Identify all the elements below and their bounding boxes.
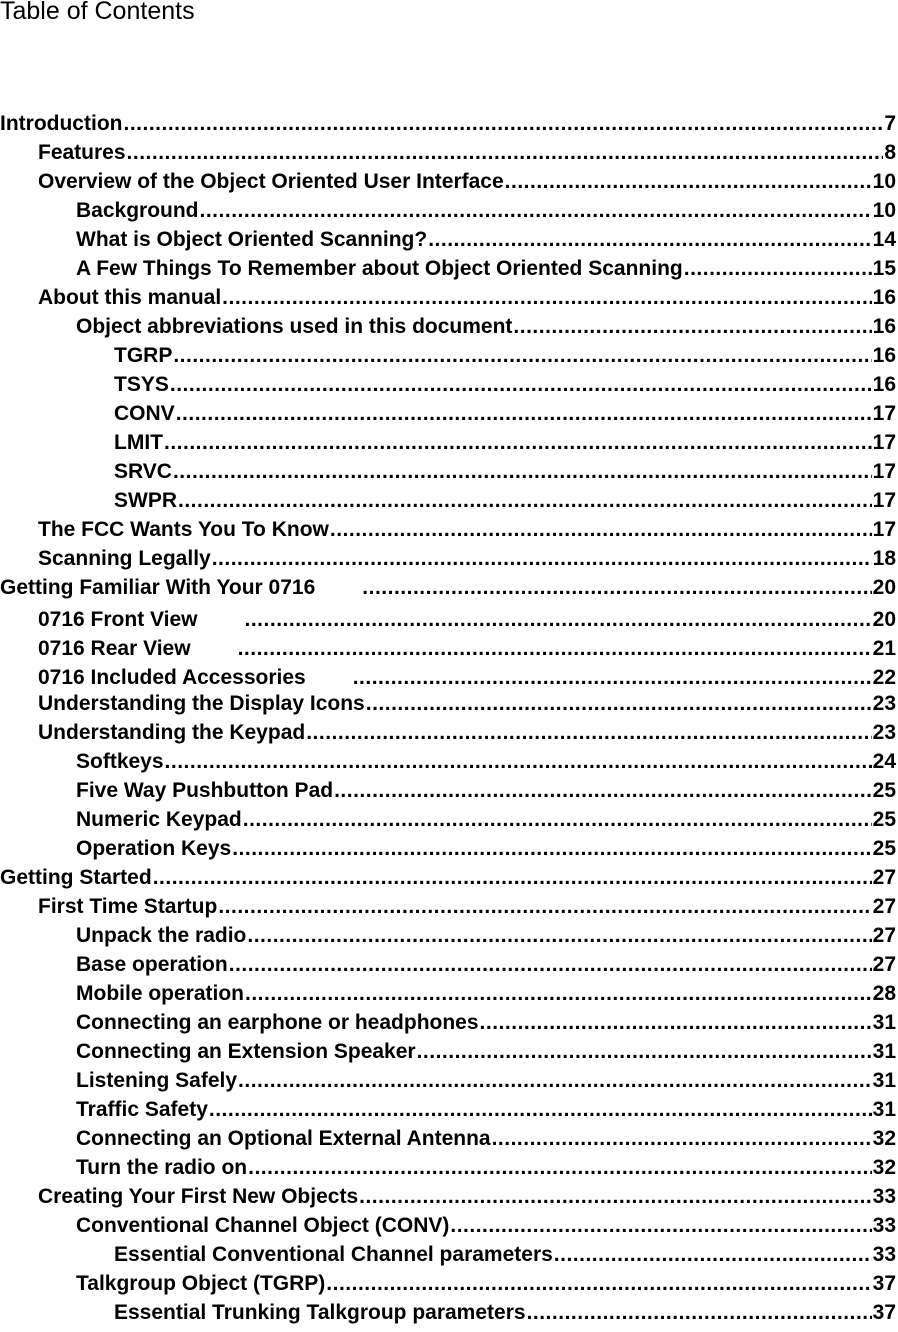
toc-entry-label: Talkgroup Object (TGRP) — [76, 1272, 326, 1295]
toc-entry-page-number: 24 — [872, 750, 896, 773]
toc-entry-label: Unpack the radio — [76, 924, 247, 947]
toc-entry[interactable] — [76, 831, 896, 861]
toc-entry[interactable] — [76, 1005, 896, 1035]
dot-leader — [153, 866, 872, 890]
toc-entry-page-number: 17 — [872, 402, 896, 425]
toc-entry-label: A Few Things To Remember about Object Oriented Scanning — [76, 257, 683, 280]
toc-entry-page-number: 25 — [872, 779, 896, 802]
toc-entry-label: 0716 Rear View — [38, 637, 191, 660]
toc-entry-label: Getting Familiar With Your 0716 — [0, 576, 316, 599]
dot-leader — [245, 982, 872, 1006]
toc-entry-label: Overview of the Object Oriented User Interface — [38, 170, 504, 193]
toc-entry[interactable] — [76, 1121, 896, 1151]
toc-entry[interactable] — [38, 164, 896, 194]
toc-entry-label: First Time Startup — [38, 895, 218, 918]
toc-entry-page-number: 27 — [872, 924, 896, 947]
dot-leader — [492, 1127, 872, 1151]
toc-entry-page-number: 20 — [872, 576, 896, 599]
dot-leader — [248, 1156, 872, 1180]
toc-entry-page-number: 33 — [872, 1214, 896, 1237]
toc-entry-page-number: 28 — [872, 982, 896, 1005]
toc-entry[interactable] — [76, 1266, 896, 1296]
toc-entry[interactable] — [76, 1034, 896, 1064]
dot-leader — [176, 402, 872, 426]
toc-entry-page-number: 16 — [872, 286, 896, 309]
dot-leader — [480, 1011, 872, 1035]
toc-entry-label: TSYS — [114, 373, 169, 396]
toc-entry[interactable] — [76, 251, 896, 281]
toc-entry-page-number: 8 — [884, 141, 896, 164]
toc-entry-label: Five Way Pushbutton Pad — [76, 779, 334, 802]
dot-leader — [232, 837, 871, 861]
dot-leader — [554, 1243, 872, 1267]
toc-entry[interactable] — [114, 396, 896, 426]
toc-entry[interactable] — [38, 889, 896, 919]
toc-entry-label: Traffic Safety — [76, 1098, 208, 1121]
toc-entry[interactable] — [38, 512, 896, 542]
dot-leader — [164, 431, 872, 455]
toc-entry-label: Understanding the Display Icons — [38, 692, 365, 715]
toc-entry-label: SWPR — [114, 489, 177, 512]
dot-leader — [178, 489, 872, 513]
dot-leader — [359, 1185, 872, 1209]
toc-entry-page-number: 22 — [872, 666, 896, 689]
dot-leader — [366, 692, 872, 716]
toc-entry-page-number: 17 — [872, 460, 896, 483]
toc-entry[interactable] — [38, 1179, 896, 1209]
toc-entry-page-number: 31 — [872, 1040, 896, 1063]
toc-entry[interactable] — [0, 106, 896, 136]
toc-entry[interactable] — [76, 309, 896, 339]
toc-entry-page-number: 37 — [872, 1272, 896, 1295]
dot-leader — [209, 1098, 872, 1122]
toc-entry-page-number: 27 — [872, 866, 896, 889]
toc-entry-label: Scanning Legally — [38, 547, 211, 570]
toc-entry[interactable] — [114, 1237, 896, 1267]
dot-leader — [450, 1214, 871, 1238]
toc-entry-page-number: 25 — [872, 837, 896, 860]
toc-entry-label: Conventional Channel Object (CONV) — [76, 1214, 450, 1237]
dot-leader — [684, 257, 872, 281]
toc-entry-page-number: 15 — [872, 257, 896, 280]
toc-entry[interactable] — [38, 280, 896, 310]
toc-entry-label: Mobile operation — [76, 982, 244, 1005]
toc-entry[interactable] — [0, 570, 896, 600]
dot-leader — [123, 112, 883, 136]
dot-leader — [238, 637, 872, 661]
dot-leader — [222, 286, 871, 310]
toc-entry-page-number: 7 — [884, 112, 896, 135]
dot-leader — [173, 344, 871, 368]
toc-entry[interactable] — [76, 773, 896, 803]
toc-entry-label: 0716 Included Accessories — [38, 666, 306, 689]
toc-entry[interactable] — [38, 602, 896, 632]
dot-leader — [238, 1069, 872, 1093]
toc-entry-label: Background — [76, 199, 199, 222]
dot-leader — [513, 315, 871, 339]
dot-leader — [245, 608, 872, 632]
toc-entry-page-number: 27 — [872, 895, 896, 918]
toc-entry-page-number: 31 — [872, 1098, 896, 1121]
dot-leader — [170, 373, 872, 397]
toc-entry-page-number: 10 — [872, 199, 896, 222]
toc-entry-label: Essential Trunking Talkgroup parameters — [114, 1301, 526, 1324]
toc-entry[interactable] — [76, 802, 896, 832]
toc-entry[interactable] — [76, 976, 896, 1006]
toc-entry[interactable] — [76, 1092, 896, 1122]
dot-leader — [330, 518, 872, 542]
toc-entry-label: About this manual — [38, 286, 222, 309]
dot-leader — [247, 924, 871, 948]
toc-entry[interactable] — [38, 135, 896, 165]
toc-entry-page-number: 37 — [872, 1301, 896, 1324]
dot-leader — [362, 576, 871, 600]
toc-entry-label: Essential Conventional Channel parameters — [114, 1243, 553, 1266]
toc-entry[interactable] — [76, 222, 896, 252]
toc-entry-page-number: 17 — [872, 518, 896, 541]
toc-entry[interactable] — [0, 860, 896, 890]
toc-entry[interactable] — [114, 367, 896, 397]
toc-entry-label: 0716 Front View — [38, 608, 198, 631]
toc-entry[interactable] — [76, 193, 896, 223]
toc-entry-page-number: 33 — [872, 1243, 896, 1266]
toc-entry[interactable] — [76, 1150, 896, 1180]
dot-leader — [165, 750, 872, 774]
dot-leader — [428, 228, 871, 252]
toc-entry[interactable] — [76, 947, 896, 977]
toc-entry-label: Getting Started — [0, 866, 152, 889]
toc-entry-page-number: 20 — [872, 608, 896, 631]
toc-entry-label: Connecting an earphone or headphones — [76, 1011, 479, 1034]
toc-entry-page-number: 31 — [872, 1069, 896, 1092]
toc-entry-label: Softkeys — [76, 750, 164, 773]
toc-entry[interactable] — [38, 541, 896, 571]
toc-entry[interactable] — [38, 686, 896, 716]
toc-entry[interactable] — [76, 1208, 896, 1238]
dot-leader — [127, 141, 884, 165]
toc-entry[interactable] — [38, 631, 896, 661]
toc-entry-page-number: 21 — [872, 637, 896, 660]
dot-leader — [505, 170, 872, 194]
toc-entry-label: Base operation — [76, 953, 228, 976]
toc-entry[interactable] — [38, 715, 896, 745]
toc-entry-label: TGRP — [114, 344, 173, 367]
toc-entry-label: LMIT — [114, 431, 163, 454]
toc-entry-page-number: 31 — [872, 1011, 896, 1034]
toc-entry[interactable] — [76, 918, 896, 948]
toc-entry-label: Listening Safely — [76, 1069, 238, 1092]
toc-entry[interactable] — [114, 483, 896, 513]
toc-entry-label: Connecting an Optional External Antenna — [76, 1127, 491, 1150]
toc-entry-label: Numeric Keypad — [76, 808, 242, 831]
toc-entry-label: Connecting an Extension Speaker — [76, 1040, 416, 1063]
toc-entry-label: SRVC — [114, 460, 172, 483]
dot-leader — [243, 808, 872, 832]
toc-entry-label: What is Object Oriented Scanning? — [76, 228, 428, 251]
dot-leader — [417, 1040, 872, 1064]
toc-entry[interactable] — [114, 425, 896, 455]
toc-entry-label: Object abbreviations used in this document — [76, 315, 513, 338]
toc-entry-page-number: 33 — [872, 1185, 896, 1208]
document-title: Table of Contents — [0, 0, 195, 25]
toc-entry-label: Operation Keys — [76, 837, 232, 860]
toc-entry-label: Understanding the Keypad — [38, 721, 306, 744]
toc-entry-page-number: 17 — [872, 489, 896, 512]
toc-entry[interactable] — [114, 1295, 896, 1325]
dot-leader — [200, 199, 872, 223]
dot-leader — [334, 779, 872, 803]
toc-entry-page-number: 32 — [872, 1127, 896, 1150]
dot-leader — [212, 547, 872, 571]
toc-entry-page-number: 23 — [872, 692, 896, 715]
dot-leader — [527, 1301, 872, 1325]
toc-entry-label: Introduction — [0, 112, 123, 135]
toc-entry[interactable] — [76, 1063, 896, 1093]
toc-entry-page-number: 10 — [872, 170, 896, 193]
toc-entry-page-number: 16 — [872, 344, 896, 367]
toc-entry-page-number: 25 — [872, 808, 896, 831]
toc-entry-page-number: 18 — [872, 547, 896, 570]
toc-entry-page-number: 14 — [872, 228, 896, 251]
toc-entry-page-number: 27 — [872, 953, 896, 976]
toc-entry-page-number: 16 — [872, 373, 896, 396]
dot-leader — [306, 721, 871, 745]
dot-leader — [218, 895, 871, 919]
toc-entry-label: The FCC Wants You To Know — [38, 518, 329, 541]
dot-leader — [326, 1272, 871, 1296]
toc-entry-page-number: 16 — [872, 315, 896, 338]
toc-entry-page-number: 17 — [872, 431, 896, 454]
toc-entry-page-number: 23 — [872, 721, 896, 744]
toc-entry[interactable] — [114, 454, 896, 484]
toc-entry[interactable] — [76, 744, 896, 774]
dot-leader — [229, 953, 872, 977]
toc-entry-label: Turn the radio on — [76, 1156, 248, 1179]
toc-entry-label: Creating Your First New Objects — [38, 1185, 359, 1208]
toc-entry-label: CONV — [114, 402, 175, 425]
dot-leader — [173, 460, 872, 484]
toc-entry-label: Features — [38, 141, 126, 164]
toc-entry[interactable] — [114, 338, 896, 368]
toc-entry-page-number: 32 — [872, 1156, 896, 1179]
